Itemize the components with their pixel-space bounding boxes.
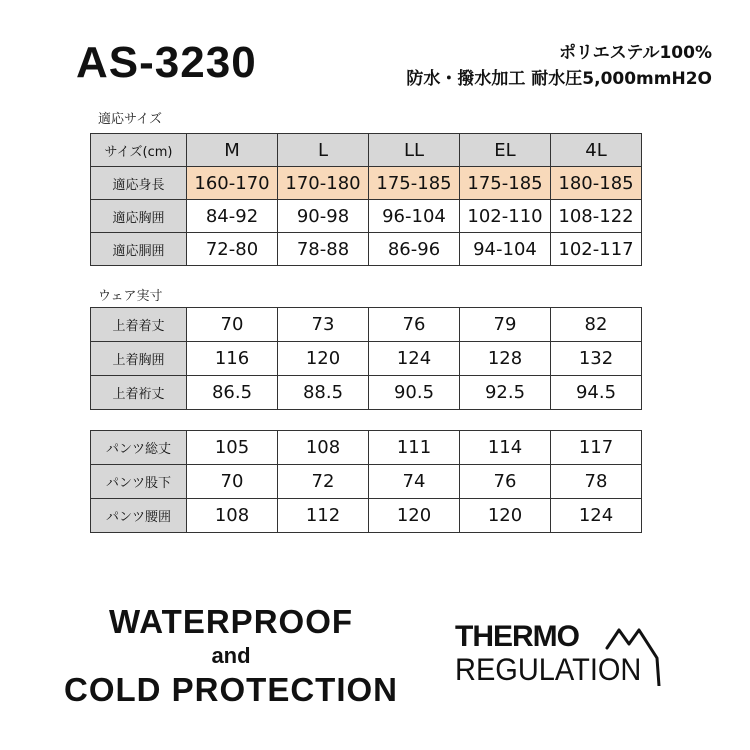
- table-cell: 84-92: [187, 200, 278, 233]
- table-cell: 72-80: [187, 233, 278, 266]
- tagline-and: and: [211, 643, 251, 668]
- table-cell: 86-96: [369, 233, 460, 266]
- table-cell: 120: [369, 499, 460, 533]
- tagline-cold-protection: COLD PROTECTION: [64, 671, 398, 708]
- size-ll: LL: [369, 134, 460, 167]
- row-label: 上着胸囲: [91, 342, 187, 376]
- table-row: [91, 499, 642, 533]
- table-cell: 86.5: [187, 376, 278, 410]
- row-label: 適応胸囲: [91, 200, 187, 233]
- size-l: L: [278, 134, 369, 167]
- fit-section-caption: 適応サイズ: [98, 112, 162, 127]
- table-header-row: [91, 134, 642, 167]
- table-cell: 108-122: [551, 200, 642, 233]
- table-cell: 70: [187, 465, 278, 499]
- size-m: M: [187, 134, 278, 167]
- row-label: パンツ股下: [91, 465, 187, 499]
- row-label: パンツ腰囲: [91, 499, 187, 533]
- row-label: 適応胴囲: [91, 233, 187, 266]
- table-row: [91, 431, 642, 465]
- table-row: [91, 167, 642, 200]
- table-cell: 76: [369, 308, 460, 342]
- table-cell: 108: [187, 499, 278, 533]
- table-row: [91, 465, 642, 499]
- thermo-regulation-logo: [455, 620, 695, 690]
- table-cell: 88.5: [278, 376, 369, 410]
- table-cell: 102-110: [460, 200, 551, 233]
- table-cell: 94.5: [551, 376, 642, 410]
- table-cell: 105: [187, 431, 278, 465]
- features-text: 防水・撥水加工 耐水圧5,000mmH2O: [406, 69, 712, 89]
- table-cell: 76: [460, 465, 551, 499]
- table-cell: 114: [460, 431, 551, 465]
- fit-size-table: [90, 133, 642, 266]
- table-cell: 78: [551, 465, 642, 499]
- table-row: [91, 200, 642, 233]
- pants-measurements-table: [90, 430, 642, 533]
- row-label: 上着着丈: [91, 308, 187, 342]
- table-cell: 102-117: [551, 233, 642, 266]
- row-label: パンツ総丈: [91, 431, 187, 465]
- table-cell: 175-185: [369, 167, 460, 200]
- size-header-label: サイズ(cm): [91, 134, 187, 167]
- table-cell: 170-180: [278, 167, 369, 200]
- model-title: AS-3230: [76, 38, 257, 87]
- jacket-measurements-table: [90, 307, 642, 410]
- row-label: 上着裄丈: [91, 376, 187, 410]
- table-cell: 112: [278, 499, 369, 533]
- table-row: [91, 376, 642, 410]
- logo-thermo-text: THERMO: [455, 620, 579, 653]
- size-4l: 4L: [551, 134, 642, 167]
- table-cell: 78-88: [278, 233, 369, 266]
- table-cell: 92.5: [460, 376, 551, 410]
- table-cell: 108: [278, 431, 369, 465]
- table-cell: 117: [551, 431, 642, 465]
- material-text: ポリエステル100%: [559, 43, 712, 63]
- table-cell: 116: [187, 342, 278, 376]
- table-cell: 90.5: [369, 376, 460, 410]
- table-cell: 111: [369, 431, 460, 465]
- table-cell: 82: [551, 308, 642, 342]
- table-cell: 175-185: [460, 167, 551, 200]
- table-cell: 120: [460, 499, 551, 533]
- table-cell: 79: [460, 308, 551, 342]
- table-cell: 128: [460, 342, 551, 376]
- logo-regulation-text: REGULATION: [455, 653, 642, 688]
- table-row: [91, 233, 642, 266]
- table-cell: 72: [278, 465, 369, 499]
- wear-section-caption: ウェア実寸: [98, 289, 163, 304]
- table-cell: 96-104: [369, 200, 460, 233]
- row-label: 適応身長: [91, 167, 187, 200]
- table-cell: 74: [369, 465, 460, 499]
- table-row: [91, 342, 642, 376]
- table-cell: 90-98: [278, 200, 369, 233]
- table-cell: 124: [551, 499, 642, 533]
- table-cell: 124: [369, 342, 460, 376]
- tagline-waterproof: WATERPROOF: [108, 603, 354, 640]
- size-el: EL: [460, 134, 551, 167]
- table-cell: 160-170: [187, 167, 278, 200]
- table-row: [91, 308, 642, 342]
- table-cell: 180-185: [551, 167, 642, 200]
- table-cell: 132: [551, 342, 642, 376]
- table-cell: 73: [278, 308, 369, 342]
- table-cell: 120: [278, 342, 369, 376]
- table-cell: 94-104: [460, 233, 551, 266]
- table-cell: 70: [187, 308, 278, 342]
- waterproof-tagline: [40, 602, 422, 710]
